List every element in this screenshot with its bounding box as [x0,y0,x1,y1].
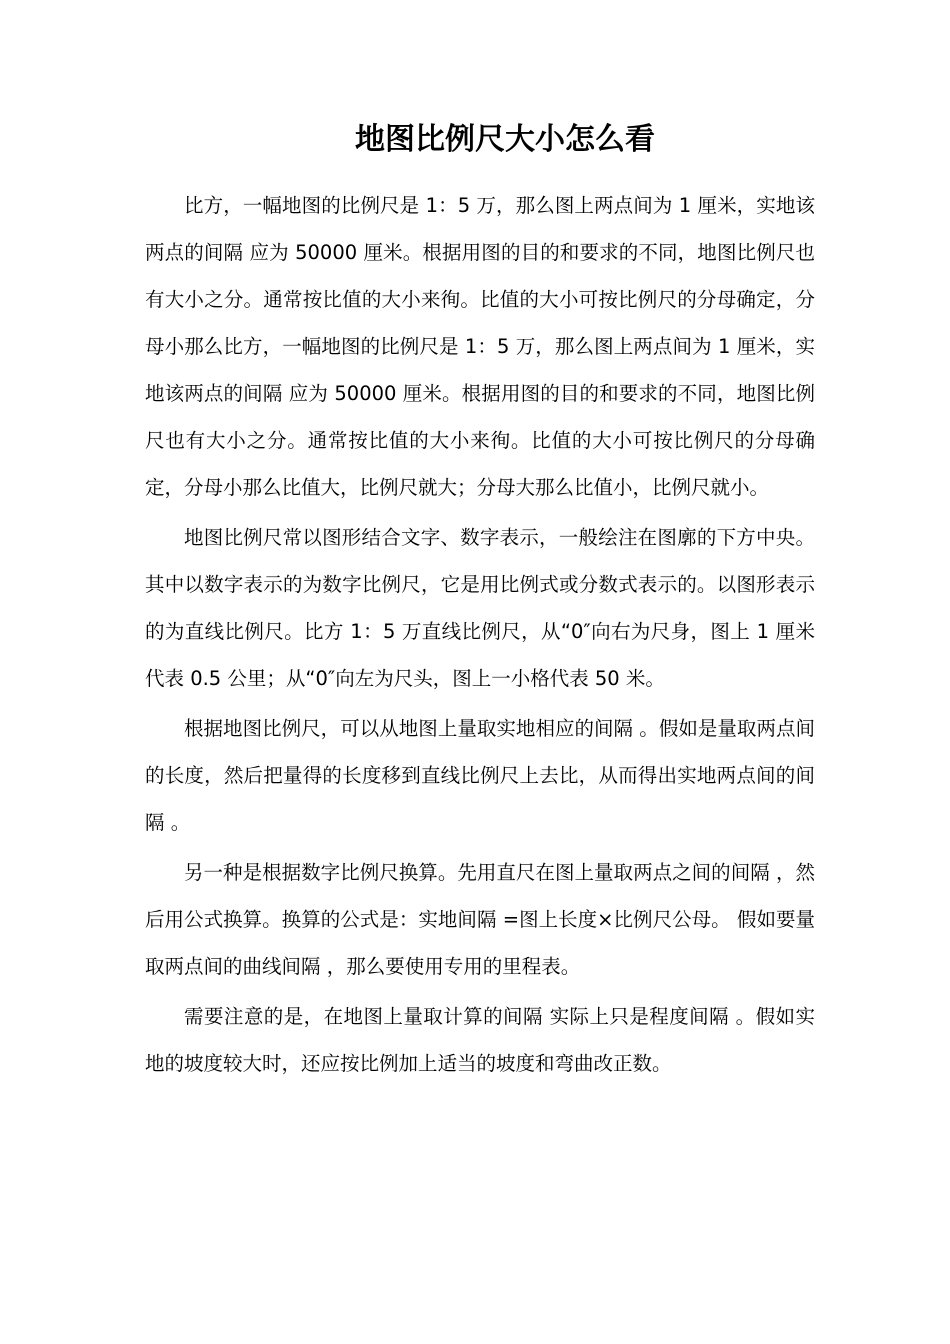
document-body [145,182,815,1087]
paragraph: 地图比例尺常以图形结合文字、数字表示，一般绘注在图廓的下方中央。其中以数字表示的为数字比例尺，它是用比例式或分数式表示的。以图形表示的为直线比例尺。比方 1：5 万直线比例尺，从“0″向右为尺身，图上 1 厘米代表 0.5 公里；从“0″向左为尺头，图上一小格代表 50 米。 [145,526,815,690]
paragraph: 另一种是根据数字比例尺换算。先用直尺在图上量取两点之间的间隔 ，然后用公式换算。换算的公式是：实地间隔 =图上长度×比例尺公母。 假如要量取两点间的曲线间隔 ，那么要使用专用的里程表。 [145,861,815,978]
paragraph: 根据地图比例尺，可以从地图上量取实地相应的间隔 。假如是量取两点间的长度，然后把量得的长度移到直线比例尺上去比，从而得出实地两点间的间隔 。 [145,717,815,834]
document-title: 地图比例尺大小怎么看 [355,122,655,157]
paragraph: 需要注意的是，在地图上量取计算的间隔 实际上只是程度间隔 。假如实地的坡度较大时，还应按比例加上适当的坡度和弯曲改正数。 [145,1005,815,1075]
paragraph: 比方，一幅地图的比例尺是 1：5 万，那么图上两点间为 1 厘米，实地该两点的间隔 应为 50000 厘米。根据用图的目的和要求的不同，地图比例尺也有大小之分。通常按比值的大小来徇。比值的大小可按比例尺的分母确定，分母小那么比方，一幅地图的比例尺是 1：5 万，那么图上两点间为 1 厘米，实地该两点的间隔 应为 50000 厘米。根据用图的目的和要求的不同，地图比例尺也有大小之分。通常按比值的大小来徇。比值的大小可按比例尺的分母确定，分母小那么比值大，比例尺就大；分母大那么比值小，比例尺就小。 [145,194,815,499]
